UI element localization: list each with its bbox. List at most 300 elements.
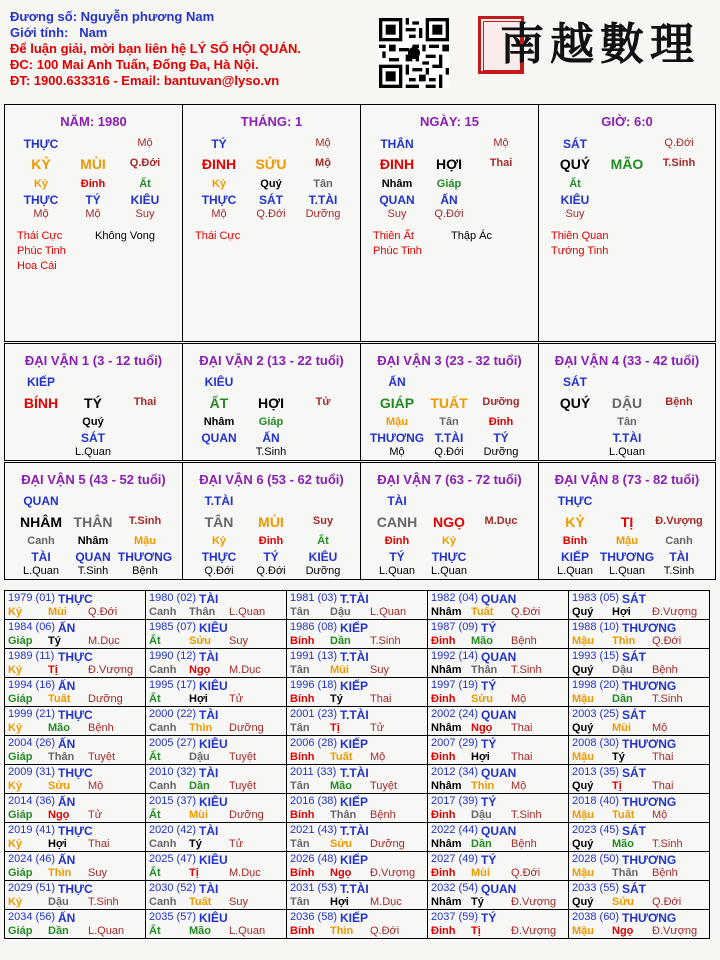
year-branch: Tuất	[48, 693, 71, 705]
year-branch: Tuất	[612, 809, 635, 821]
year-ten-god: KIẾP	[340, 679, 369, 693]
year-branch: Mão	[330, 780, 352, 792]
year-ten-god: QUAN	[481, 650, 517, 664]
luck-branch: TÝ	[84, 395, 102, 411]
year-cell	[5, 852, 146, 881]
year-stem: Kỷ	[8, 838, 23, 850]
year-label: 2011 (33)	[290, 766, 337, 778]
luck-hidden-ten-god: KIÊU	[308, 550, 338, 564]
year-cell	[5, 620, 146, 649]
luck-hidden-stage: L.Quan	[556, 565, 594, 577]
year-cell	[569, 620, 710, 649]
luck-hidden-ten-god: TÝ	[389, 550, 405, 564]
year-ten-god: KIÊU	[199, 853, 228, 867]
year-stem: Nhâm	[431, 722, 462, 734]
hidden-stem: Kỷ	[33, 178, 49, 190]
year-stage: Q.Đới	[652, 635, 682, 647]
year-ten-god: THỰC	[58, 708, 93, 722]
year-cell	[428, 736, 569, 765]
year-cell	[146, 591, 287, 620]
year-stage: Dưỡng	[229, 809, 264, 821]
year-stage: Mộ	[652, 809, 668, 821]
year-cell	[146, 620, 287, 649]
year-label: 2024 (46)	[8, 853, 56, 865]
year-ten-god: TÀI	[199, 882, 219, 896]
year-branch: Tuất	[471, 606, 494, 618]
year-stage: T.Sinh	[652, 838, 683, 850]
pillar-header: NGÀY: 15	[420, 114, 479, 129]
year-ten-god: TÀI	[199, 708, 219, 722]
year-branch: Hợi	[612, 606, 631, 618]
year-stage: Mộ	[370, 751, 386, 763]
year-stage: Đ.Vượng	[652, 925, 698, 937]
year-label: 2015 (37)	[149, 795, 197, 807]
year-ten-god: ẤN	[58, 679, 76, 693]
year-ten-god: KIÊU	[199, 737, 228, 751]
year-stage: Q.Đới	[511, 867, 541, 879]
year-branch: Sửu	[330, 838, 353, 850]
year-stage: Bệnh	[652, 867, 678, 879]
year-ten-god: THỰC	[58, 882, 93, 896]
luck-branch: TUẤT	[430, 395, 468, 411]
year-ten-god: THƯƠNG	[622, 621, 677, 635]
year-label: 2001 (23)	[290, 708, 338, 720]
hidden-stem: Ất	[139, 178, 151, 190]
year-ten-god: THƯƠNG	[622, 679, 677, 693]
hidden-ten-god: THỰC	[23, 193, 59, 207]
year-cell	[5, 910, 146, 939]
year-stage: Suy	[370, 664, 389, 676]
year-cell	[287, 794, 428, 823]
luck-hidden-stem: Nhâm	[203, 416, 235, 428]
hidden-stem: Đinh	[80, 178, 106, 190]
table-row	[5, 707, 710, 736]
hidden-stem: Nhâm	[381, 178, 413, 190]
year-ten-god: SÁT	[622, 650, 646, 664]
year-label: 2038 (60)	[572, 911, 620, 923]
pillar-branch: MÃO	[610, 156, 644, 172]
year-ten-god: KIẾP	[340, 911, 369, 925]
year-stem: Tân	[290, 722, 310, 734]
pillar-stem: QUÝ	[559, 156, 591, 172]
year-branch: Mão	[189, 925, 211, 937]
luck-hidden-ten-god: THƯƠNG	[599, 550, 655, 564]
year-stem: Tân	[290, 896, 310, 908]
year-branch: Tý	[612, 751, 625, 763]
year-branch: Mão	[471, 635, 493, 647]
hidden-stage: Mộ	[211, 208, 227, 220]
year-stage: Tử	[229, 693, 244, 705]
year-stem: Kỷ	[8, 606, 23, 618]
year-ten-god: TÝ	[481, 737, 497, 751]
brand-logo	[478, 8, 713, 80]
luck-hidden-ten-god: T.TÀI	[434, 431, 464, 445]
year-stage: Tử	[370, 722, 385, 734]
luck-hidden-ten-god: QUAN	[201, 431, 237, 445]
year-stem: Tân	[290, 664, 310, 676]
year-branch: Mùi	[48, 606, 67, 618]
luck-hidden-stem: Ất	[317, 535, 329, 547]
year-ten-god: SÁT	[622, 882, 646, 896]
year-cell	[569, 910, 710, 939]
luck-hidden-ten-god: THỰC	[201, 550, 237, 564]
year-cell	[428, 649, 569, 678]
year-stage: L.Quan	[229, 925, 266, 937]
year-label: 1994 (16)	[8, 679, 56, 691]
year-label: 2008 (30)	[572, 737, 620, 749]
year-ten-god: TÀI	[199, 824, 219, 838]
hidden-ten-god: KIÊU	[130, 193, 160, 207]
year-cell	[287, 678, 428, 707]
year-stage: T.Sinh	[511, 664, 542, 676]
year-stem: Kỷ	[8, 780, 23, 792]
year-ten-god: THỰC	[58, 766, 93, 780]
year-stage: L.Quan	[370, 606, 407, 618]
year-stage: Q.Đới	[652, 896, 682, 908]
year-cell	[146, 649, 287, 678]
pillar-header: THÁNG: 1	[240, 114, 303, 129]
year-stage: Mộ	[511, 693, 527, 705]
year-stage: Tuyệt	[370, 780, 398, 792]
year-branch: Thân	[330, 809, 357, 821]
year-stage: Bệnh	[511, 635, 537, 647]
luck-branch: DẬU	[611, 395, 643, 411]
year-stage: T.Sinh	[511, 809, 542, 821]
year-label: 2027 (49)	[431, 853, 479, 865]
year-stage: L.Quan	[229, 606, 266, 618]
year-stem: Bính	[290, 693, 315, 705]
luck-hidden-stem: Đinh	[384, 535, 410, 547]
pillar-ten-god: SÁT	[563, 137, 587, 151]
year-stage: T.Sinh	[88, 896, 119, 908]
year-stage: Thai	[511, 722, 533, 734]
year-stage: Tuyệt	[229, 751, 257, 763]
year-label: 1981 (03)	[290, 592, 338, 604]
year-branch: Thân	[48, 751, 75, 763]
luck-header: ĐẠI VẬN 2 (13 - 22 tuổi)	[199, 353, 344, 368]
luck-stage: M.Dục	[484, 515, 518, 527]
owner-name: Đương số: Nguyễn phương Nam	[10, 9, 215, 24]
year-cell	[5, 736, 146, 765]
year-ten-god: SÁT	[622, 708, 646, 722]
year-label: 1999 (21)	[8, 708, 56, 720]
year-label: 2003 (25)	[572, 708, 620, 720]
luck-ten-god: ẤN	[388, 375, 406, 389]
year-label: 2026 (48)	[290, 853, 338, 865]
year-cell	[287, 620, 428, 649]
year-stage: Bệnh	[652, 664, 678, 676]
year-label: 1980 (02)	[149, 592, 197, 604]
year-label: 2025 (47)	[149, 853, 197, 865]
year-ten-god: SÁT	[622, 592, 646, 606]
year-cell	[287, 765, 428, 794]
table-row	[5, 765, 710, 794]
year-ten-god: SÁT	[622, 766, 646, 780]
year-stage: Đ.Vượng	[652, 606, 698, 618]
year-stem: Ất	[149, 867, 161, 879]
star-left: Phúc Tinh	[373, 245, 422, 257]
year-ten-god: SÁT	[622, 824, 646, 838]
year-ten-god: THỰC	[58, 650, 93, 664]
year-label: 2028 (50)	[572, 853, 620, 865]
luck-header: ĐẠI VẬN 3 (23 - 32 tuổi)	[377, 353, 522, 368]
phone-email: ĐT: 1900.633316 - Email: bantuvan@lyso.vn	[10, 73, 280, 88]
luck-pillar-card	[4, 343, 183, 461]
luck-hidden-stage: L.Quan	[608, 565, 646, 577]
year-label: 2037 (59)	[431, 911, 479, 923]
luck-pillar-card	[4, 462, 183, 580]
luck-hidden-stage: Mộ	[389, 446, 405, 458]
year-cell	[569, 765, 710, 794]
year-label: 2004 (26)	[8, 737, 56, 749]
pillar-header: GIỜ: 6:0	[601, 114, 653, 129]
year-ten-god: QUAN	[481, 824, 517, 838]
year-ten-god: TÀI	[199, 592, 219, 606]
year-cell	[428, 794, 569, 823]
table-row	[5, 678, 710, 707]
pillar-card	[538, 104, 716, 342]
year-stem: Bính	[290, 867, 315, 879]
table-row	[5, 591, 710, 620]
luck-stem: TÂN	[204, 514, 234, 530]
luck-hidden-stage: L.Quan	[378, 565, 416, 577]
year-cell	[428, 678, 569, 707]
year-label: 2022 (44)	[431, 824, 479, 836]
year-ten-god: T.TÀI	[340, 766, 369, 780]
luck-hidden-stem: Canh	[27, 535, 55, 547]
hidden-stage: Q.Đới	[256, 208, 286, 220]
year-label: 1983 (05)	[572, 592, 620, 604]
year-ten-god: TÀI	[199, 766, 219, 780]
year-stem: Nhâm	[431, 606, 462, 618]
luck-hidden-stage: Q.Đới	[256, 565, 286, 577]
year-cell	[428, 823, 569, 852]
luck-hidden-ten-god: ẤN	[262, 431, 280, 445]
luck-hidden-stage: T.Sinh	[77, 565, 109, 577]
year-stage: Tử	[88, 809, 103, 821]
luck-hidden-stem: Canh	[665, 535, 693, 547]
year-stage: Mộ	[88, 780, 104, 792]
year-stem: Canh	[149, 722, 177, 734]
year-cell	[287, 707, 428, 736]
year-stem: Canh	[149, 838, 177, 850]
hidden-stage: Suy	[387, 208, 407, 220]
hidden-stem: Kỷ	[211, 178, 227, 190]
year-branch: Hợi	[471, 751, 490, 763]
luck-stem: GIÁP	[379, 395, 415, 411]
year-cell	[428, 910, 569, 939]
year-ten-god: QUAN	[481, 708, 517, 722]
year-stage: Thai	[652, 780, 674, 792]
year-stage: M.Dục	[370, 896, 402, 908]
year-stage: Mộ	[511, 780, 527, 792]
year-label: 1993 (15)	[572, 650, 620, 662]
luck-hidden-ten-god: TÝ	[493, 431, 509, 445]
year-label: 1998 (20)	[572, 679, 620, 691]
year-label: 1992 (14)	[431, 650, 479, 662]
table-row	[5, 823, 710, 852]
year-label: 2002 (24)	[431, 708, 479, 720]
year-ten-god: TÝ	[481, 853, 497, 867]
year-branch: Sửu	[48, 780, 71, 792]
year-ten-god: THỰC	[58, 824, 93, 838]
year-stage: Suy	[88, 867, 107, 879]
year-stage: Đ.Vượng	[511, 925, 557, 937]
luck-stage: Đ.Vượng	[655, 515, 703, 527]
luck-stage: Bệnh	[665, 396, 693, 408]
year-stem: Bính	[290, 925, 315, 937]
hidden-stem: Giáp	[436, 178, 462, 190]
year-cell	[5, 649, 146, 678]
year-label: 2032 (54)	[431, 882, 479, 894]
year-label: 1987 (09)	[431, 621, 479, 633]
year-branch: Dần	[189, 780, 210, 792]
year-cell	[146, 794, 287, 823]
luck-ten-god: KIÊU	[204, 375, 234, 389]
year-label: 2009 (31)	[8, 766, 56, 778]
year-stem: Nhâm	[431, 664, 462, 676]
year-stem: Đinh	[431, 751, 456, 763]
year-stage: Q.Đới	[370, 925, 400, 937]
pillar-stage-2: T.Sinh	[662, 157, 696, 169]
luck-hidden-stage: Bệnh	[132, 565, 158, 577]
pillar-branch: MÙI	[80, 156, 106, 172]
star-right: Thập Ác	[451, 230, 492, 242]
luck-ten-god: QUAN	[23, 494, 59, 508]
luck-pillar-card	[182, 462, 361, 580]
year-stem: Tân	[290, 838, 310, 850]
pillar-stem: KỶ	[31, 156, 51, 172]
luck-hidden-stage: L.Quan	[74, 446, 112, 458]
luck-hidden-stem: Nhâm	[77, 535, 109, 547]
pillar-ten-god: THỰC	[23, 137, 59, 151]
year-label: 2031 (53)	[290, 882, 338, 894]
year-ten-god: QUAN	[481, 882, 517, 896]
year-stem: Giáp	[8, 635, 33, 647]
year-cell	[569, 678, 710, 707]
year-cell	[146, 736, 287, 765]
star-left: Hoa Cái	[17, 260, 57, 272]
year-stem: Tân	[290, 780, 310, 792]
pillar-card	[4, 104, 183, 342]
pillar-stage-2: Mộ	[315, 157, 331, 169]
year-stem: Quý	[572, 896, 594, 908]
year-label: 1991 (13)	[290, 650, 338, 662]
year-cell	[428, 765, 569, 794]
year-stage: Thai	[652, 751, 674, 763]
year-label: 2020 (42)	[149, 824, 197, 836]
year-stem: Ất	[149, 693, 161, 705]
pillar-stem: ĐINH	[201, 156, 237, 172]
year-stem: Ất	[149, 751, 161, 763]
year-stem: Quý	[572, 722, 594, 734]
year-label: 1982 (04)	[431, 592, 479, 604]
hidden-stage: Mộ	[85, 208, 101, 220]
luck-hidden-stem: Bính	[562, 535, 588, 547]
luck-ten-god: THỰC	[557, 494, 593, 508]
owner-info	[10, 9, 301, 89]
table-row	[5, 852, 710, 881]
hidden-stem: Tân	[313, 178, 333, 190]
year-label: 1989 (11)	[8, 650, 55, 662]
year-branch: Thân	[612, 867, 639, 879]
luck-header: ĐẠI VẬN 7 (63 - 72 tuổi)	[377, 472, 522, 487]
year-stage: Thai	[370, 693, 392, 705]
year-cell	[5, 678, 146, 707]
luck-branch: TỊ	[620, 514, 634, 530]
year-stage: Thai	[88, 838, 110, 850]
year-branch: Sửu	[189, 635, 212, 647]
table-row	[5, 881, 710, 910]
year-branch: Sửu	[471, 693, 494, 705]
year-ten-god: THƯƠNG	[622, 911, 677, 925]
luck-stem: ẤT	[209, 395, 229, 411]
year-label: 2030 (52)	[149, 882, 197, 894]
year-stem: Giáp	[8, 809, 33, 821]
year-stage: Suy	[229, 635, 248, 647]
star-left: Thái Cực	[17, 230, 63, 242]
year-ten-god: T.TÀI	[340, 592, 369, 606]
year-branch: Tị	[330, 722, 340, 734]
year-cell	[5, 707, 146, 736]
year-stage: Đ.Vượng	[88, 664, 134, 676]
luck-ten-god: KIẾP	[26, 375, 56, 389]
luck-pillar-card	[538, 343, 716, 461]
table-row	[5, 620, 710, 649]
year-cell	[287, 910, 428, 939]
luck-stage: T.Sinh	[128, 515, 162, 527]
gender: Giới tính: Nam	[10, 25, 108, 40]
year-ten-god: KIÊU	[199, 621, 228, 635]
year-ten-god: T.TÀI	[340, 882, 369, 896]
year-ten-god: KIẾP	[340, 795, 369, 809]
year-label: 2023 (45)	[572, 824, 620, 836]
year-ten-god: QUAN	[481, 592, 517, 606]
year-cell	[5, 591, 146, 620]
year-branch: Dần	[330, 635, 351, 647]
year-cell	[146, 765, 287, 794]
year-branch: Dần	[612, 693, 633, 705]
year-stem: Quý	[572, 606, 594, 618]
year-branch: Mão	[48, 722, 70, 734]
year-branch: Tị	[471, 925, 481, 937]
year-branch: Mùi	[330, 664, 349, 676]
year-label: 2000 (22)	[149, 708, 197, 720]
year-stem: Kỷ	[8, 896, 23, 908]
luck-hidden-ten-god: TÝ	[263, 550, 279, 564]
year-cell	[146, 823, 287, 852]
year-branch: Dần	[48, 925, 69, 937]
year-cell	[287, 591, 428, 620]
year-stem: Canh	[149, 896, 177, 908]
luck-hidden-ten-god: TÀI	[31, 550, 51, 564]
year-branch: Thìn	[612, 635, 636, 647]
year-ten-god: ẤN	[58, 911, 76, 925]
pillar-header: NĂM: 1980	[60, 114, 127, 129]
year-stem: Mậu	[572, 925, 594, 937]
year-label: 2021 (43)	[290, 824, 338, 836]
luck-header: ĐẠI VẬN 8 (73 - 82 tuổi)	[554, 472, 700, 487]
luck-hidden-stage: L.Quan	[608, 446, 646, 458]
year-stage: Tuyệt	[229, 780, 257, 792]
year-ten-god: THƯƠNG	[622, 853, 677, 867]
luck-hidden-stem: Mậu	[616, 535, 638, 547]
year-stage: Bệnh	[88, 722, 114, 734]
year-stem: Quý	[572, 838, 594, 850]
year-label: 2034 (56)	[8, 911, 56, 923]
year-ten-god: KIẾP	[340, 621, 369, 635]
year-label: 2012 (34)	[431, 766, 479, 778]
